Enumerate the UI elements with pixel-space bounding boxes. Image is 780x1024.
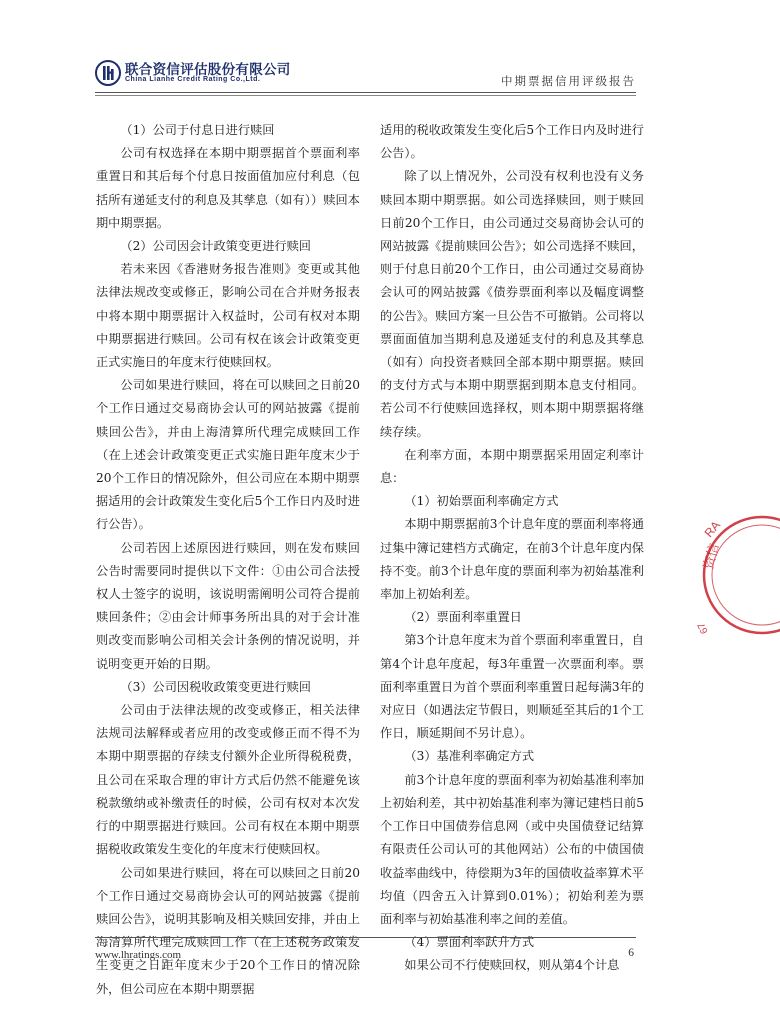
svg-text:资信: 资信 bbox=[701, 542, 723, 572]
paragraph: 若未来因《香港财务报告准则》变更或其他法律法规改变或修正，影响公司在合并财务报表中将本期中期票据计入权益时，公司有权对本期中期票据进行赎回。公司有权在该会计政策变更正式实施日的年度末行使赎回权。 bbox=[96, 262, 360, 370]
paragraph: （3）基准利率确定方式 bbox=[404, 749, 535, 764]
paragraph: 第3个计息年度末为首个票面利率重置日，自第4个计息年度起，每3年重置一次票面利率。票面利率重置日为首个票面利率重置日起每满3年的对应日（如遇法定节假日，则顺延至其后的1个工作日，顺延期间不另计息）。 bbox=[380, 633, 644, 741]
report-title: 中期票据信用评级报告 bbox=[501, 74, 636, 88]
paragraph: （1）公司于付息日进行赎回 bbox=[120, 123, 275, 137]
footer-divider bbox=[95, 937, 636, 938]
paragraph: 除了以上情况外，公司没有权利也没有义务赎回本期中期票据。如公司选择赎回，则于赎回日前20个工作日，由公司通过交易商协会认可的网站披露《提前赎回公告》；如公司选择不赎回，则于付息日前20个工作日，由公司通过交易商协会认可的网站披露《债券票面利率以及幅度调整的公告》。赎回方案一旦公告不可撤销。公司将以票面面值加当期利息及递延支付的利息及其孳息（如有）向投资者赎回全部本期中期票据。赎回的支付方式与本期中期票据到期本息支付相同。若公司不行使赎回选择权，则本期中期票据将继续存续。 bbox=[380, 169, 644, 439]
header-divider bbox=[95, 92, 636, 93]
paragraph: （2）票面利率重置日 bbox=[404, 610, 522, 625]
paragraph: 在利率方面，本期中期票据采用固定利率计息： bbox=[380, 447, 644, 486]
paragraph: （2）公司因会计政策变更进行赎回 bbox=[120, 239, 311, 254]
company-name-en: China Lianhe Credit Rating Co.,Ltd. bbox=[125, 76, 261, 83]
paragraph: 前3个计息年度的票面利率为初始基准利率加上初始利差，其中初始基准利率为簿记建档日前5个工作日中国债券信息网（或中央国债登记结算有限责任公司认可的其他网站）公布的中债国债收益率曲线中，待偿期为3年的国债收益率算术平均值（四舍五入计算到0.01%）；初始利差为票面利率与初始基准利率之间的差值。 bbox=[380, 772, 644, 926]
page-number: 6 bbox=[628, 947, 634, 959]
paragraph: 公司若因上述原因进行赎回，则在发布赎回公告时需要同时提供以下文件：①由公司合法授权人士签字的说明，该说明需阐明公司符合提前赎回条件；②由会计师事务所出具的对于会计准则改变而影响公司相关会计条例的情况说明，并说明变更开始的日期。 bbox=[96, 540, 360, 671]
paragraph: 公司由于法律法规的改变或修正，相关法律法规司法解释或者应用的改变或修正而不得不为本期中期票据的存续支付额外企业所得税税费，且公司在采取合理的审计方式后仍然不能避免该税款缴纳或补缴责任的时候，公司有权对本次发行的中期票据进行赎回。公司有权在本期中期票据税收政策发生变化的年度末行使赎回权。 bbox=[96, 703, 360, 857]
paragraph: （4）票面利率跃升方式 bbox=[404, 935, 535, 950]
paragraph: 如果公司不行使赎回权，则从第4个计息 bbox=[404, 958, 620, 973]
svg-text:RA: RA bbox=[701, 518, 724, 540]
paragraph: （1）初始票面利率确定方式 bbox=[404, 494, 559, 509]
paragraph: 本期中期票据前3个计息年度的票面利率将通过集中簿记建档方式确定，在前3个计息年度内保持不变。前3个计息年度的票面利率为初始基准利率加上初始利差。 bbox=[380, 517, 644, 602]
red-seal-stamp bbox=[696, 500, 780, 650]
right-column bbox=[380, 119, 644, 978]
page-header bbox=[0, 0, 724, 100]
left-column bbox=[96, 119, 360, 1001]
paragraph: 适用的税收政策发生变化后5个工作日内及时进行公告）。 bbox=[380, 123, 644, 161]
paragraph: 公司如果进行赎回，将在可以赎回之日前20个工作日通过交易商协会认可的网站披露《提前赎回公告》，说明其影响及相关赎回安排，并由上海清算所代理完成赎回工作（在上述税务政策发生变更之日距年度末少于20个工作日的情况除外，但公司应在本期中期票据 bbox=[96, 865, 360, 996]
footer-url: www.lhratings.com bbox=[95, 949, 182, 961]
paragraph: 公司如果进行赎回，将在可以赎回之日前20个工作日通过交易商协会认可的网站披露《提前赎回公告》，并由上海清算所代理完成赎回工作（在上述会计政策变更正式实施日距年度末少于20个工作日的情况除外，但公司应在本期中期票据适用的会计政策发生变化后5个工作日内及时进行公告）。 bbox=[96, 378, 360, 532]
paragraph: （3）公司因税收政策变更进行赎回 bbox=[120, 679, 311, 694]
company-logo-icon bbox=[95, 60, 121, 86]
company-name-cn: 联合资信评估股份有限公司 bbox=[125, 62, 291, 78]
svg-text:67: 67 bbox=[696, 620, 711, 636]
paragraph: 公司有权选择在本期中期票据首个票面利率重置日和其后每个付息日按面值加应付利息（包括所有递延支付的利息及其孳息（如有））赎回本期中期票据。 bbox=[96, 146, 360, 230]
header-divider-thin bbox=[95, 95, 636, 96]
